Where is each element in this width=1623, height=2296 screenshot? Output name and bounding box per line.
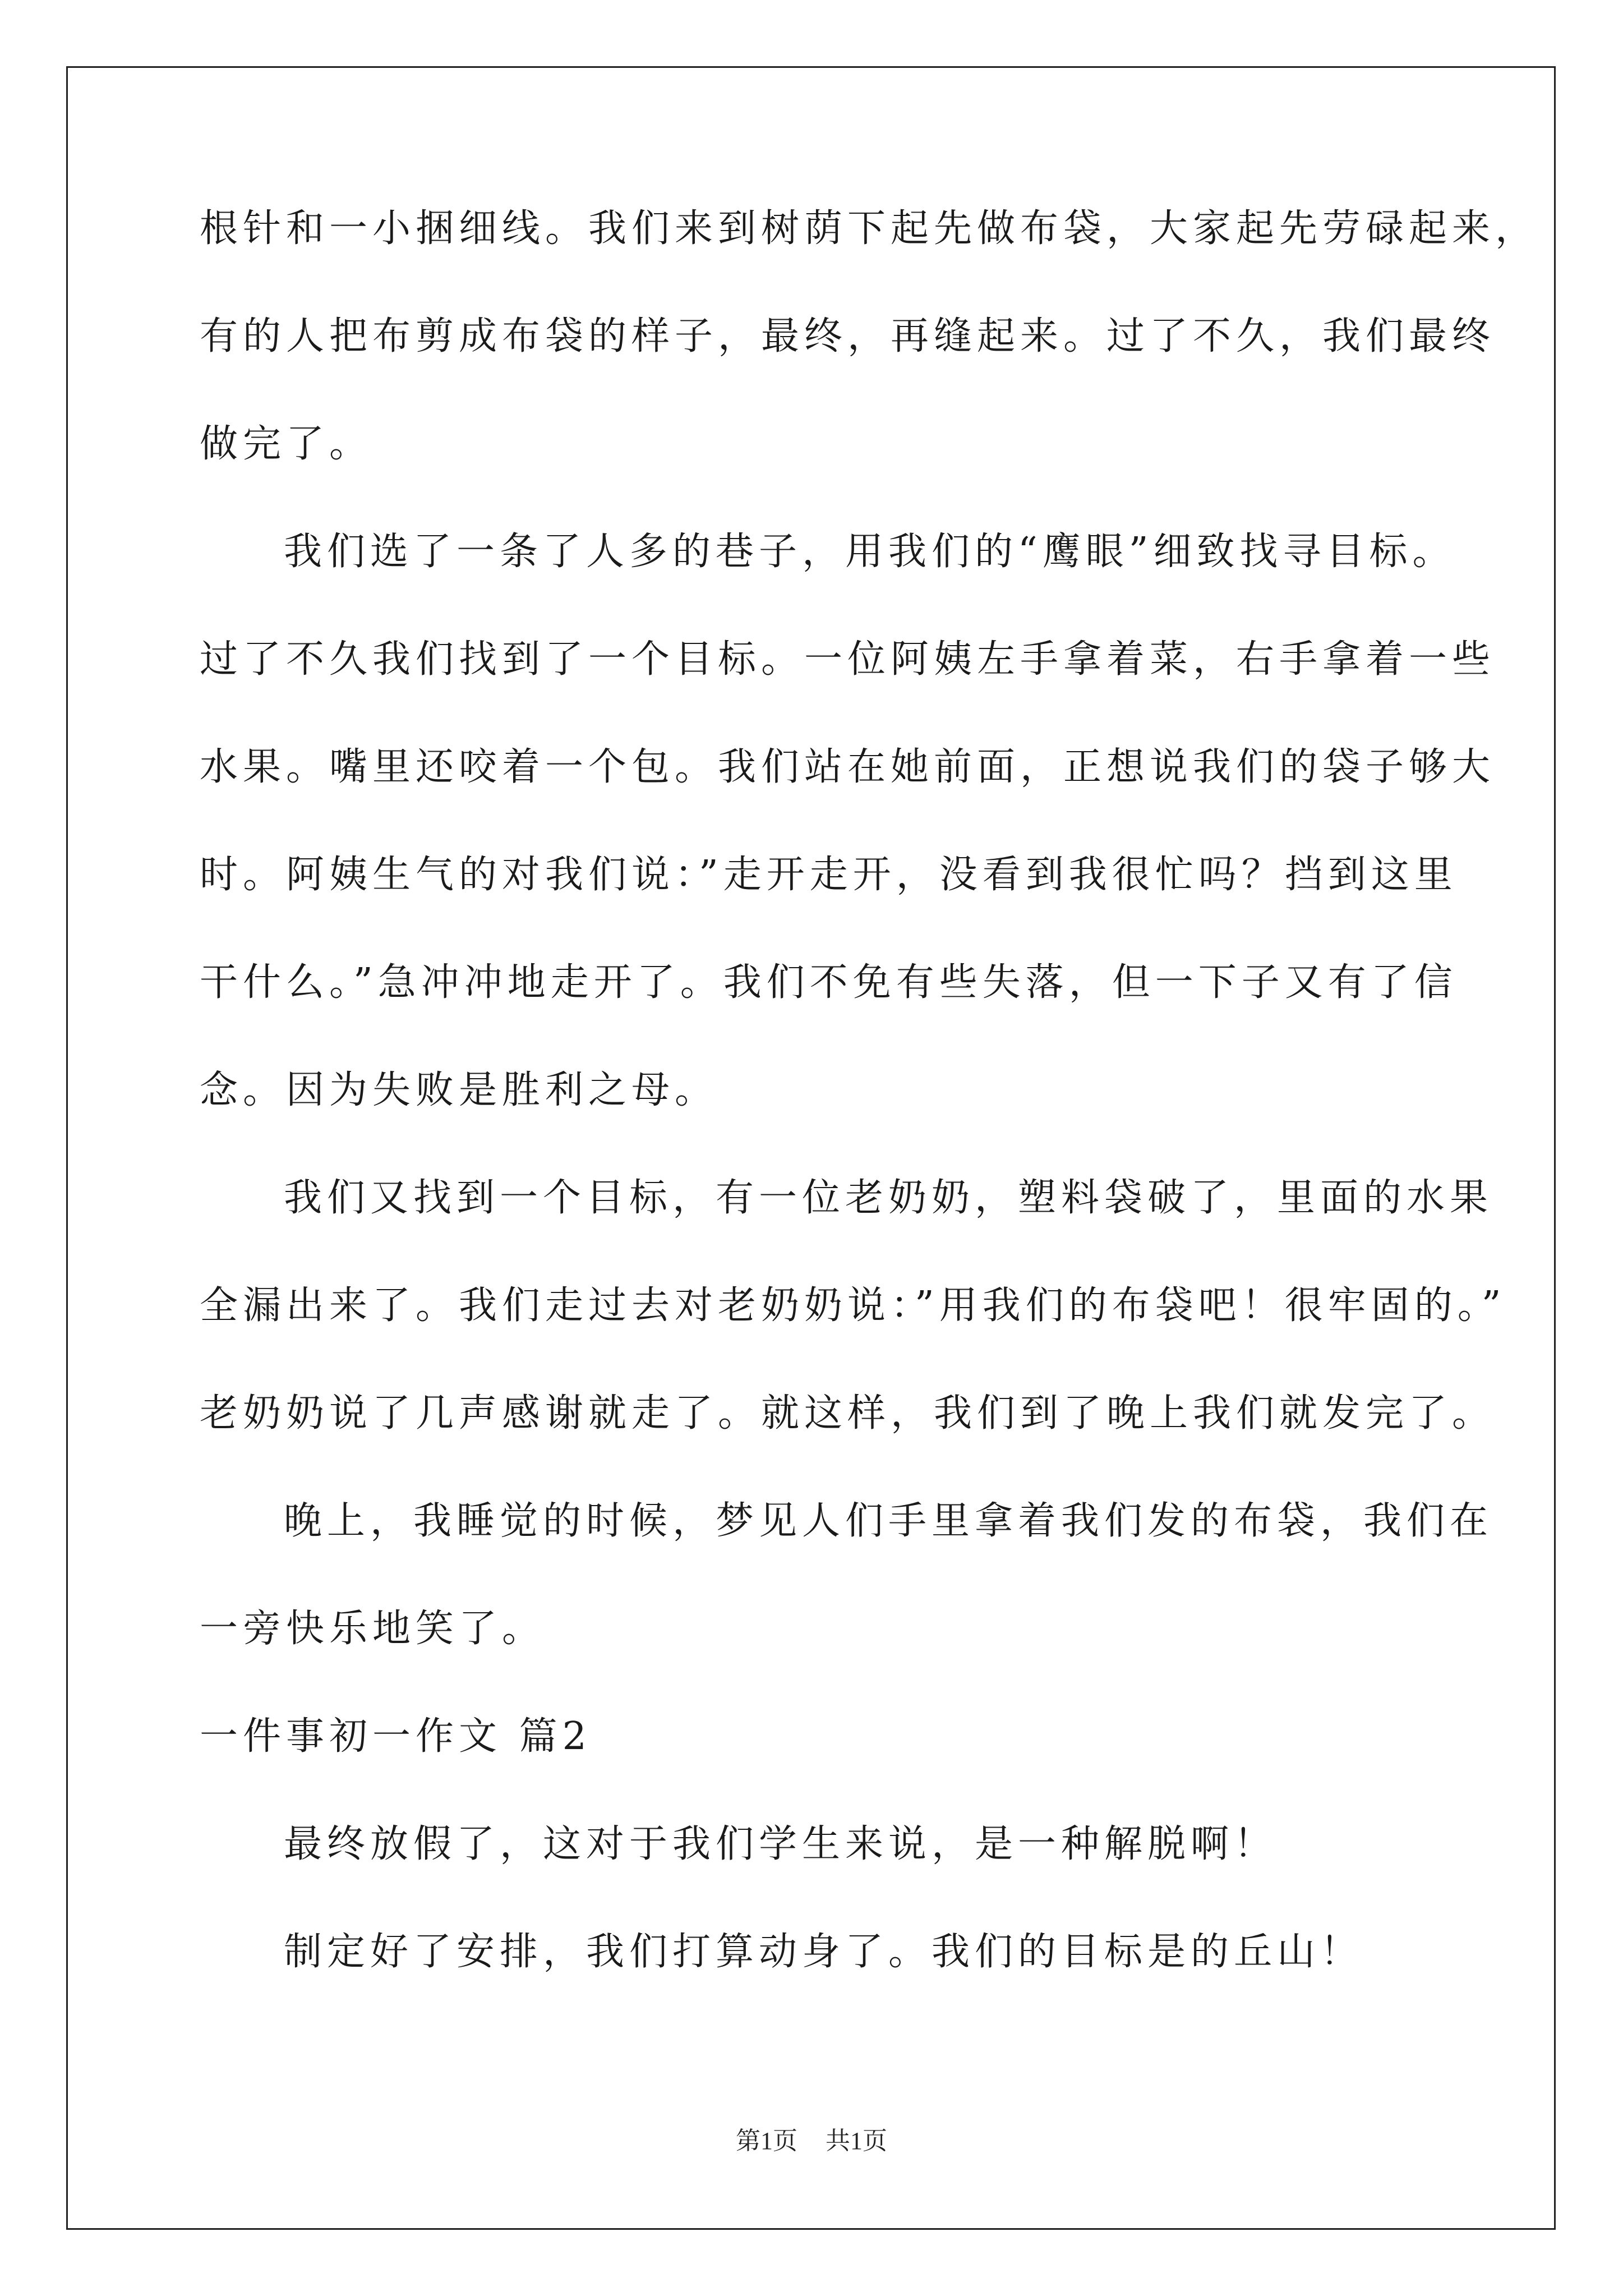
- page-total: 共1页: [826, 2127, 887, 2155]
- text-line-14: 一旁快乐地笑了。: [200, 1607, 546, 1651]
- page-number: 第1页: [736, 2127, 797, 2155]
- text-line-11: 全漏出来了。我们走过去对老奶奶说：”用我们的布袋吧！很牢固的。”: [200, 1283, 1506, 1328]
- text-line-1: 根针和一小捆细线。我们来到树荫下起先做布袋，大家起先劳碌起来，: [200, 206, 1539, 251]
- text-line-8: 干什么。”急冲冲地走开了。我们不免有些失落，但一下子又有了信: [200, 960, 1458, 1005]
- text-line-9: 念。因为失败是胜利之母。: [200, 1068, 718, 1112]
- text-line-4: 我们选了一条了人多的巷子，用我们的“鹰眼”细致找寻目标。: [284, 530, 1456, 574]
- text-line-10: 我们又找到一个目标，有一位老奶奶，塑料袋破了，里面的水果: [284, 1176, 1493, 1220]
- text-line-12: 老奶奶说了几声感谢就走了。就这样，我们到了晚上我们就发完了。: [200, 1391, 1496, 1435]
- page-footer: [0, 2120, 1623, 2156]
- text-line-6: 水果。嘴里还咬着一个包。我们站在她前面，正想说我们的袋子够大: [200, 745, 1496, 789]
- text-line-13: 晚上，我睡觉的时候，梦见人们手里拿着我们发的布袋，我们在: [284, 1499, 1493, 1543]
- text-line-15: 最终放假了，这对于我们学生来说，是一种解脱啊！: [284, 1822, 1278, 1866]
- text-line-3: 做完了。: [200, 422, 373, 466]
- text-line-2: 有的人把布剪成布袋的样子，最终，再缝起来。过了不久，我们最终: [200, 314, 1496, 358]
- section-heading: 一件事初一作文 篇2: [200, 1714, 592, 1759]
- text-line-5: 过了不久我们找到了一个目标。一位阿姨左手拿着菜，右手拿着一些: [200, 637, 1496, 682]
- text-line-16: 制定好了安排，我们打算动身了。我们的目标是的丘山！: [284, 1930, 1364, 1974]
- text-line-7: 时。阿姨生气的对我们说：”走开走开，没看到我很忙吗？挡到这里: [200, 853, 1458, 897]
- document-body: [200, 202, 1539, 2033]
